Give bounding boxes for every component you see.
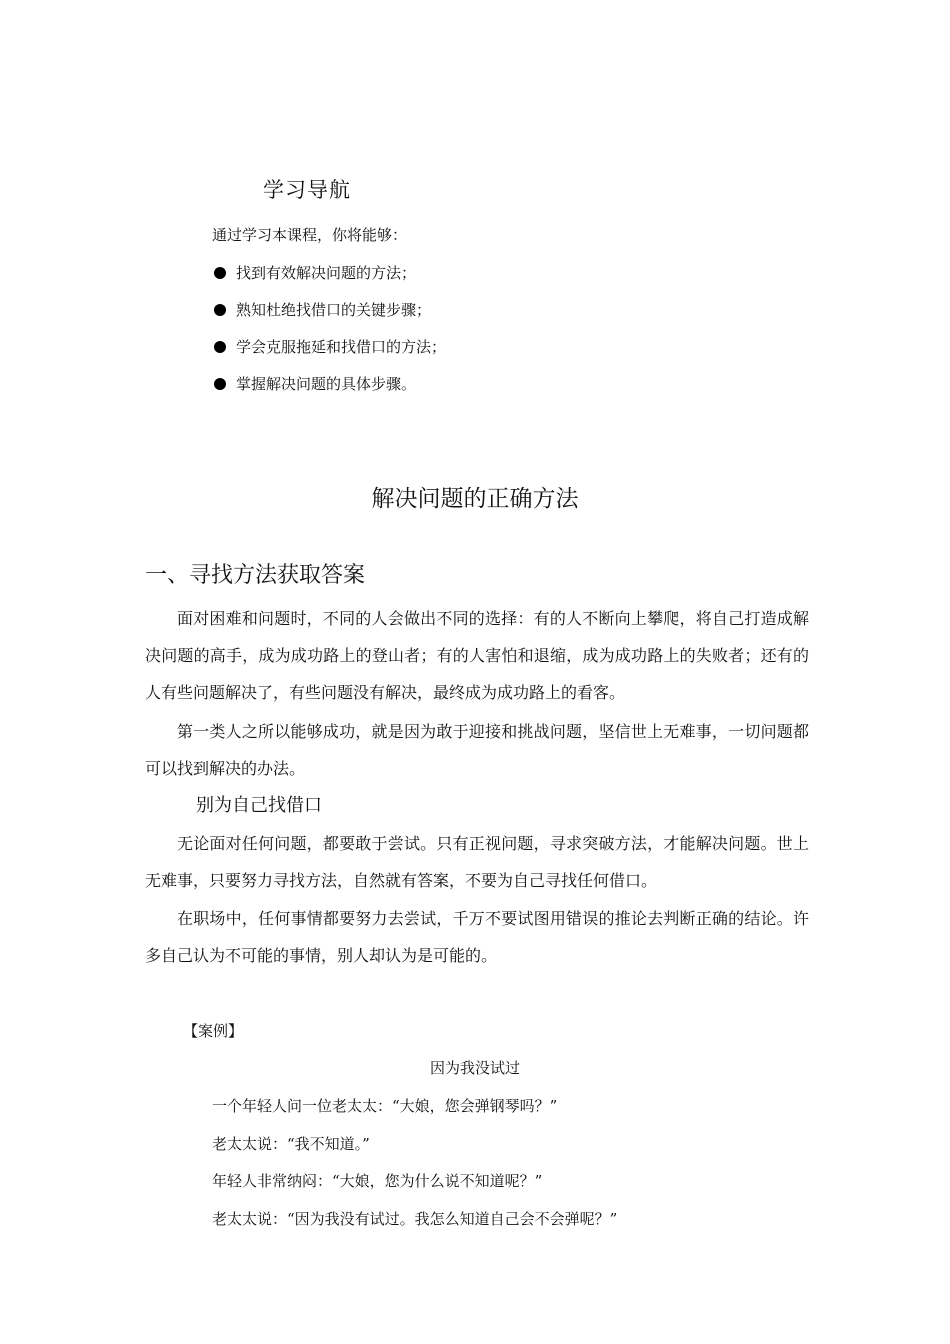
story-line: 老太太说：“我不知道。” (212, 1135, 370, 1153)
nav-bullet-text: 掌握解决问题的具体步骤。 (236, 375, 417, 393)
section-heading: 一、寻找方法获取答案 (145, 563, 366, 588)
body-paragraph: 无论面对任何问题，都要敢于尝试。只有正视问题，寻求突破方法，才能解决问题。世上无难事，只要努力寻找方法，自然就有答案，不要为自己寻找任何借口。 (145, 834, 809, 890)
subheading: 别为自己找借口 (196, 795, 322, 816)
nav-bullet-text: 找到有效解决问题的方法； (236, 264, 417, 282)
nav-bullet-item (214, 299, 431, 320)
body-paragraph: 第一类人之所以能够成功，就是因为敢于迎接和挑战问题，坚信世上无难事，一切问题都可以找到解决的办法。 (145, 722, 809, 778)
bullet-dot-icon (214, 267, 226, 279)
bullet-dot-icon (214, 378, 226, 390)
bullet-dot-icon (214, 341, 226, 353)
body-paragraph: 面对困难和问题时，不同的人会做出不同的选择：有的人不断向上攀爬，将自己打造成解决问题的高手，成为成功路上的登山者；有的人害怕和退缩，成为成功路上的失败者；还有的人有些问题解决了，有些问题没有解决，最终成为成功路上的看客。 (145, 609, 809, 702)
nav-bullet-item (214, 262, 416, 283)
nav-title: 学习导航 (263, 178, 351, 202)
case-label: 【案例】 (183, 1022, 244, 1040)
nav-bullet-text: 学会克服拖延和找借口的方法； (236, 338, 447, 356)
story-line: 一个年轻人问一位老太太：“大娘，您会弹钢琴吗？” (212, 1097, 558, 1115)
nav-bullet-text: 熟知杜绝找借口的关键步骤； (236, 301, 432, 319)
bullet-dot-icon (214, 304, 226, 316)
nav-bullet-item (214, 336, 446, 357)
nav-intro: 通过学习本课程，你将能够： (212, 226, 408, 244)
body-paragraph: 在职场中，任何事情都要努力去尝试，千万不要试图用错误的推论去判断正确的结论。许多自己认为不可能的事情，别人却认为是可能的。 (145, 909, 809, 965)
nav-bullet-item (214, 373, 416, 394)
story-line: 老太太说：“因为我没有试过。我怎么知道自己会不会弹呢？” (212, 1210, 618, 1228)
story-line: 年轻人非常纳闷：“大娘，您为什么说不知道呢？” (212, 1172, 543, 1190)
story-title: 因为我没试过 (429, 1059, 520, 1077)
page-title: 解决问题的正确方法 (371, 486, 579, 512)
